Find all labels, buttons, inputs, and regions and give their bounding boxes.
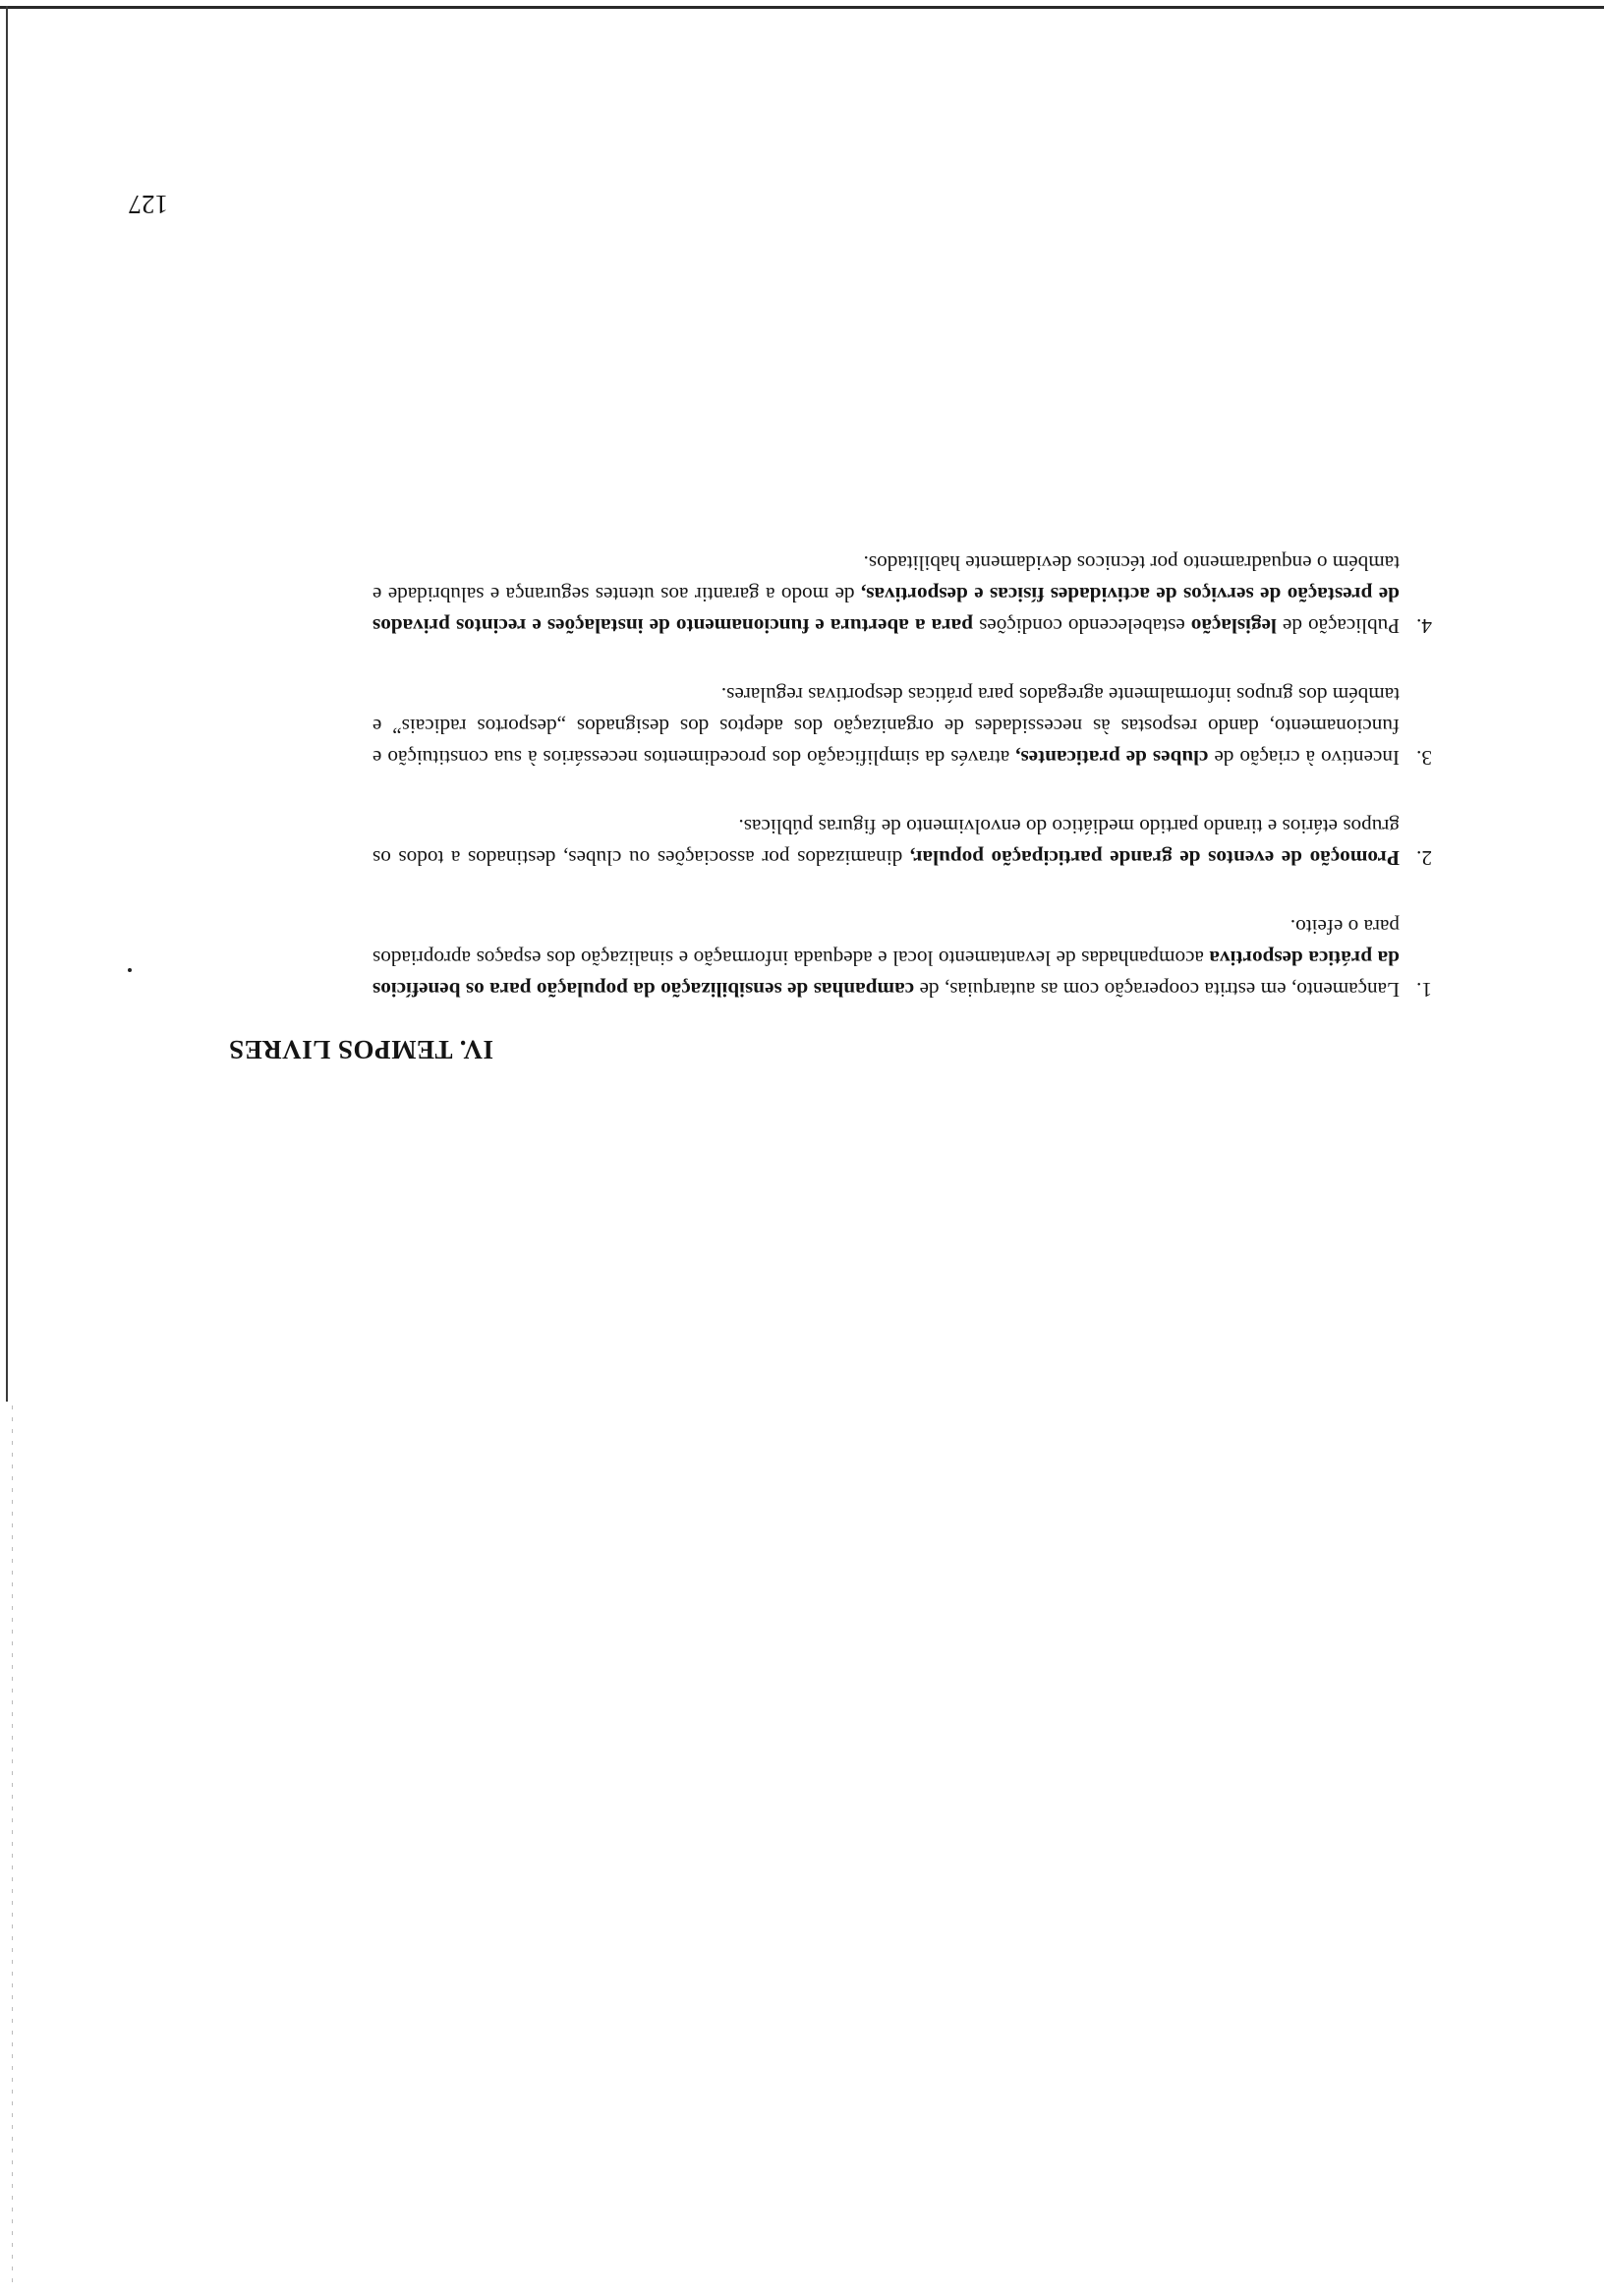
item-text-bold: Promoção de eventos de grande participação popular,	[909, 846, 1400, 870]
list-item	[372, 911, 1432, 1005]
item-text-bold: campanhas de sensibilização da população para os benefícios da prática desportiva	[372, 947, 1400, 1002]
item-text: dinamizados por associações ou clubes, destinados a todos os grupos etários e tirando partido mediático do envolvimento de figuras públicas.	[372, 815, 1400, 870]
list-item	[372, 547, 1432, 642]
item-text: estabelecendo condições	[973, 614, 1191, 638]
section-title: IV. TEMPOS LIVRES	[228, 1035, 493, 1064]
item-text-bold: legislação	[1190, 614, 1277, 638]
list-item	[372, 679, 1432, 774]
page-number: 127	[128, 190, 168, 219]
item-number: 1.	[1416, 978, 1432, 1002]
item-number: 3.	[1416, 746, 1432, 770]
list-item	[372, 811, 1432, 874]
item-text: Publicação de	[1276, 614, 1400, 638]
item-number: 4.	[1416, 614, 1432, 638]
item-text: através da simplificação dos procedimentos necessários à sua constituição e funcionamento, dando respostas às necessidades de organização dos adeptos dos designados „desportos radicais” e também dos grupos informalmente agregados para práticas desportivas regulares.	[372, 683, 1400, 770]
item-text-bold: clubes de praticantes,	[1015, 746, 1209, 770]
item-number: 2.	[1416, 846, 1432, 870]
item-text-bold: para a abertura e funcionamento de instalações e recintos privados de prestação de serviços de actividades físicas e desportivas,	[372, 583, 1400, 638]
measures-list	[372, 510, 1432, 1005]
item-text: Incentivo à criação de	[1208, 746, 1400, 770]
item-text: de modo a garantir aos utentes segurança e salubridade e também o enquadramento por técnicos devidamente habilitados.	[372, 551, 1400, 606]
item-text: acompanhadas de levantamento local e adequada informação e sinalização dos espaços apropriados para o efeito.	[372, 915, 1400, 970]
item-text: Lançamento, em estrita cooperação com as autarquias, de	[914, 978, 1400, 1002]
